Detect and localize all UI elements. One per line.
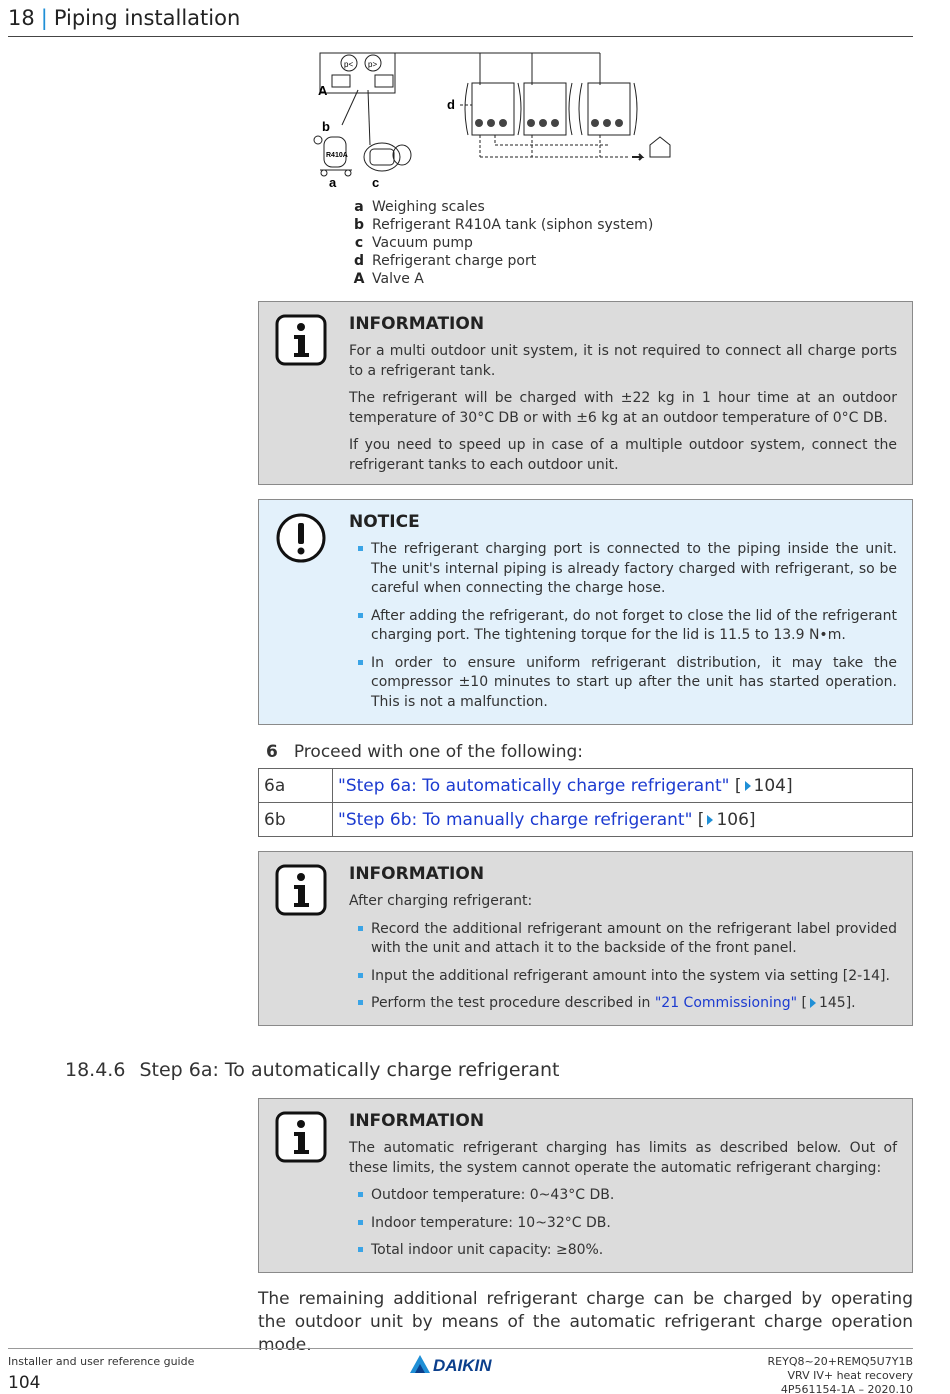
figure-label-A: A — [318, 83, 328, 98]
step-text: Proceed with one of the following: — [293, 742, 584, 762]
legend-item: b Refrigerant R410A tank (siphon system) — [353, 217, 654, 233]
chapter-title: Piping installation — [53, 6, 241, 30]
notice-heading: NOTICE — [349, 512, 420, 532]
option-id: 6b — [259, 803, 333, 837]
body-paragraph: The remaining additional refrigerant charge can be charged by operating the outdoor unit by means of the automatic refrigerant charge operation mode. — [258, 1289, 913, 1355]
notice-item: In order to ensure uniform refrigerant distribution, it may take the compressor ±10 minutes to start up after the unit has started operation. This is not a malfunction. — [349, 654, 897, 713]
figure-legend — [346, 198, 653, 288]
page-ref-arrow-icon — [707, 815, 713, 825]
figure-label-b: b — [322, 119, 330, 134]
legend-item: c Vacuum pump — [354, 235, 473, 251]
information-item: Input the additional refrigerant amount into the system via setting [2-14]. — [349, 967, 897, 987]
option-link-6a[interactable]: "Step 6a: To automatically charge refrigerant" — [338, 775, 730, 796]
page-ref-arrow-icon — [810, 998, 816, 1008]
notice-item: The refrigerant charging port is connected to the piping inside the unit. The unit's internal piping is already factory charged with refrigerant, so be careful when connecting the charge hose. — [349, 540, 897, 599]
information-box-2 — [258, 851, 913, 1026]
option-cell: "Step 6a: To automatically charge refrigerant" [ 104] — [333, 769, 913, 803]
gauge-low-label: p< — [344, 60, 354, 69]
page-footer — [8, 1348, 913, 1394]
information-icon — [275, 314, 327, 366]
commissioning-link[interactable]: "21 Commissioning" — [654, 995, 798, 1011]
information-item: Indoor temperature: 10~32°C DB. — [349, 1214, 897, 1234]
legend-item: d Refrigerant charge port — [353, 253, 537, 269]
series-name: VRV IV+ heat recovery — [787, 1369, 913, 1382]
information-heading: INFORMATION — [349, 314, 485, 334]
information-item: Record the additional refrigerant amount on the refrigerant label provided with the unit and attach it to the backside of the front panel. — [349, 920, 897, 959]
page-reference[interactable]: 104] — [753, 775, 793, 796]
document-info — [768, 1355, 913, 1394]
brand-name: DAIKIN — [433, 1356, 492, 1375]
information-paragraph: The refrigerant will be charged with ±22 kg in 1 hour time at an outdoor temperature of 30°C DB or with ±6 kg at an outdoor temperature of 0°C DB. — [349, 390, 897, 426]
information-box-3 — [258, 1098, 913, 1273]
notice-box — [258, 499, 913, 725]
model-code: REYQ8~20+REMQ5U7Y1B — [767, 1355, 913, 1368]
option-link-6b[interactable]: "Step 6b: To manually charge refrigerant" — [338, 809, 693, 830]
page-reference[interactable]: 106] — [716, 809, 756, 830]
information-icon — [275, 1111, 327, 1163]
figure-label-c: c — [372, 175, 380, 190]
page-reference[interactable]: 145]. — [818, 995, 856, 1011]
figure-label-a: a — [329, 175, 337, 190]
notice-item: After adding the refrigerant, do not forget to close the lid of the refrigerant charging port. The tightening torque for the lid is 11.5 to 13.9 N•m. — [349, 607, 897, 646]
tank-label: R410A — [326, 152, 348, 159]
option-id: 6a — [259, 769, 333, 803]
information-item: Perform the test procedure described in "21 Commissioning" [ 145]. — [349, 994, 897, 1014]
guide-title: Installer and user reference guide — [8, 1355, 195, 1368]
figure-label-d: d — [447, 97, 455, 112]
daikin-logo — [408, 1353, 512, 1375]
page-header — [8, 6, 913, 37]
information-heading: INFORMATION — [349, 1111, 485, 1131]
table-row — [259, 803, 913, 837]
page-ref-arrow-icon — [745, 781, 751, 791]
information-heading: INFORMATION — [349, 864, 485, 884]
notice-list — [349, 540, 897, 712]
table-row — [259, 769, 913, 803]
information-item: Outdoor temperature: 0~43°C DB. — [349, 1186, 897, 1206]
information-paragraph: For a multi outdoor unit system, it is not required to connect all charge ports to a refrigerant tank. — [349, 343, 897, 379]
option-cell: "Step 6b: To manually charge refrigerant" [ 106] — [333, 803, 913, 837]
information-list — [349, 920, 897, 1014]
exclamation-icon — [275, 512, 327, 564]
charging-diagram — [310, 45, 680, 190]
chapter-number: 18 — [8, 6, 35, 30]
gauge-high-label: p> — [368, 60, 378, 69]
section-title: Step 6a: To automatically charge refrigerant — [139, 1059, 560, 1081]
step-6 — [266, 742, 583, 762]
information-intro: The automatic refrigerant charging has limits as described below. Out of these limits, the system cannot operate the automatic refrigerant charging: — [349, 1140, 897, 1176]
section-number: 18.4.6 — [65, 1059, 126, 1081]
information-icon — [275, 864, 327, 916]
document-code: 4P561154-1A – 2020.10 — [780, 1383, 913, 1394]
information-list — [349, 1186, 897, 1261]
information-item: Total indoor unit capacity: ≥80%. — [349, 1241, 897, 1261]
legend-item: A Valve A — [353, 271, 424, 287]
page-number: 104 — [8, 1373, 41, 1393]
step-number: 6 — [266, 742, 278, 762]
information-intro: After charging refrigerant: — [349, 893, 533, 909]
legend-item: a Weighing scales — [354, 199, 485, 215]
header-separator: | — [40, 6, 48, 30]
section-heading — [65, 1059, 559, 1081]
information-box-1 — [258, 301, 913, 485]
information-paragraph: If you need to speed up in case of a multiple outdoor system, connect the refrigerant tanks to each outdoor unit. — [349, 437, 897, 473]
options-table — [258, 768, 913, 837]
